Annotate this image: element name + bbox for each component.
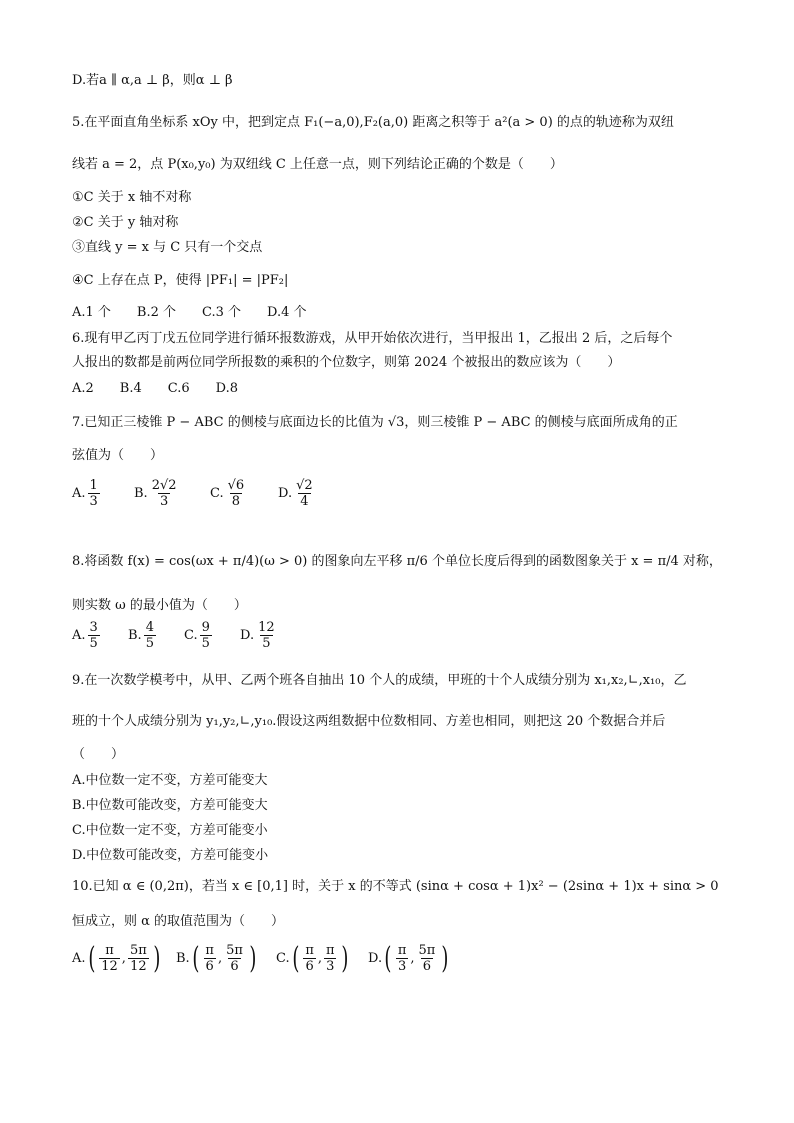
q5-stem-line1: 5.在平面直角坐标系 xOy 中，把到定点 F₁(−a,0),F₂(a,0) 距离之积等于 a²(a > 0) 的点的轨迹称为双纽 <box>72 115 674 130</box>
q7-stem-line1: 7.已知正三棱锥 P − ABC 的侧棱与底面边长的比值为 √3，则三棱锥 P − ABC 的侧棱与底面所成角的正 <box>72 415 678 430</box>
q8-stem-line1: 8.将函数 f(x) = cos(ωx + π/4)(ω > 0) 的图象向左平移 π/6 个单位长度后得到的函数图象关于 x = π/4 对称， <box>72 554 722 569</box>
fraction: $\frac{\pi}{3}$ <box>397 943 407 974</box>
q9-option-a: A.中位数一定不变，方差可能变大 <box>72 773 268 788</box>
q9-option-d: D.中位数可能改变，方差可能变小 <box>72 848 269 863</box>
q7-option-d: D. $\frac{√2}{4}$ <box>278 478 313 509</box>
q6-stem-line1: 6.现有甲乙丙丁戊五位同学进行循环报数游戏，从甲开始依次进行，当甲报出 1，乙报出 2 后，之后每个 <box>72 331 673 346</box>
q5-statement-3: ③直线 y = x 与 C 只有一个交点 <box>72 240 263 255</box>
fraction: $\frac{9}{5}$ <box>201 620 210 651</box>
q9-stem-line2: 班的十个人成绩分别为 y₁,y₂,∟,y₁₀.假设这两组数据中位数相同、方差也相同，则把这 20 个数据合并后 <box>72 714 666 729</box>
q8-option-c: C. $\frac{9}{5}$ <box>184 620 210 651</box>
fraction: $\frac{2√2}{3}$ <box>151 478 177 509</box>
q10-option-c: C. ( $\frac{\pi}{6}$ , $\frac{\pi}{3}$ ) <box>276 940 348 976</box>
q8-options <box>72 620 279 651</box>
fraction: $\frac{4}{5}$ <box>145 620 154 651</box>
q6-stem-line2: 人报出的数都是前两位同学所报数的乘积的个位数字，则第 2024 个被报出的数应该为（ ） <box>72 355 621 370</box>
fraction: $\frac{\pi}{12}$ <box>101 943 118 974</box>
q5-statement-2: ②C 关于 y 轴对称 <box>72 215 179 230</box>
fraction: $\frac{3}{5}$ <box>89 620 98 651</box>
q5-options: A.1 个 B.2 个 C.3 个 D.4 个 <box>72 305 307 320</box>
fraction: $\frac{5\pi}{6}$ <box>226 943 243 974</box>
q10-option-a: A. ( $\frac{\pi}{12}$ , $\frac{5\pi}{12}$ ) <box>72 940 161 976</box>
q9-option-c: C.中位数一定不变，方差可能变小 <box>72 823 268 838</box>
q7-option-c: C. $\frac{√6}{8}$ <box>210 478 245 509</box>
q7-options <box>72 478 317 509</box>
q4-option-d: D.若a ∥ α,a ⊥ β，则α ⊥ β <box>72 73 233 88</box>
q9-stem-line1: 9.在一次数学模考中，从甲、乙两个班各自抽出 10 个人的成绩，甲班的十个人成绩分别为 x₁,x₂,∟,x₁₀，乙 <box>72 673 687 688</box>
q8-option-d: D. $\frac{12}{5}$ <box>240 620 275 651</box>
fraction: $\frac{1}{3}$ <box>89 478 98 509</box>
q5-stem-line2: 线若 a = 2，点 P(x₀,y₀) 为双纽线 C 上任意一点，则下列结论正确的个数是（ ） <box>72 157 563 172</box>
fraction: $\frac{12}{5}$ <box>258 620 275 651</box>
fraction: $\frac{5\pi}{6}$ <box>418 943 436 974</box>
q9-stem-line3: （ ） <box>72 747 125 762</box>
q10-option-d: D. ( $\frac{\pi}{3}$ , $\frac{5\pi}{6}$ ) <box>368 940 449 976</box>
fraction: $\frac{5\pi}{12}$ <box>129 943 147 974</box>
fraction: $\frac{\pi}{3}$ <box>326 943 335 974</box>
fraction: $\frac{√2}{4}$ <box>296 478 313 509</box>
q10-stem-line1: 10.已知 α ∈ (0,2π)，若当 x ∈ [0,1] 时，关于 x 的不等式 (sinα + cosα + 1)x² − (2sinα + 1)x + sinα > 0 <box>72 879 719 894</box>
fraction: $\frac{\pi}{6}$ <box>305 943 314 974</box>
fraction: $\frac{√6}{8}$ <box>227 478 245 509</box>
fraction: $\frac{\pi}{6}$ <box>205 943 214 974</box>
q6-options: A.2 B.4 C.6 D.8 <box>72 381 238 396</box>
q7-option-b: B. $\frac{2√2}{3}$ <box>134 478 177 509</box>
q7-option-a: A. $\frac{1}{3}$ <box>72 478 98 509</box>
q8-stem-line2: 则实数 ω 的最小值为（ ） <box>72 598 247 613</box>
q8-option-a: A. $\frac{3}{5}$ <box>72 620 98 651</box>
q9-option-b: B.中位数可能改变，方差可能变大 <box>72 798 268 813</box>
q7-stem-line2: 弦值为（ ） <box>72 448 164 463</box>
q10-stem-line2: 恒成立，则 α 的取值范围为（ ） <box>72 914 285 929</box>
q8-option-b: B. $\frac{4}{5}$ <box>128 620 154 651</box>
q10-option-b: B. ( $\frac{\pi}{6}$ , $\frac{5\pi}{6}$ ) <box>176 940 257 976</box>
q5-statement-4: ④C 上存在点 P，使得 |PF₁| = |PF₂| <box>72 273 289 288</box>
q10-options <box>72 940 451 976</box>
q5-statement-1: ①C 关于 x 轴不对称 <box>72 190 192 205</box>
